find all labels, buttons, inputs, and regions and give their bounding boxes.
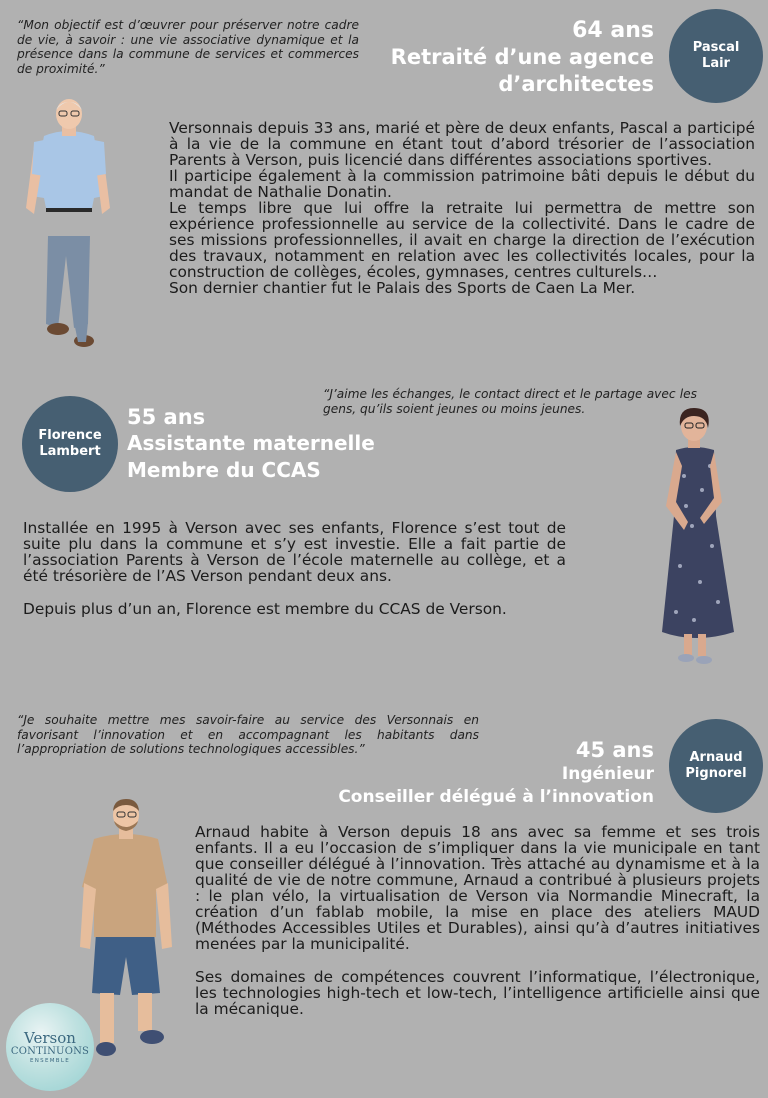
pascal-heading [391,18,654,98]
florence-bio [23,520,566,617]
pascal-photo [22,96,118,358]
pascal-age: 64 ans [572,18,654,43]
florence-role-line2: Membre du CCAS [127,458,321,482]
pascal-role-line2: d’architectes [498,72,654,96]
logo-line3: ENSEMBLE [29,1057,70,1064]
florence-first-name: Florence [38,428,102,444]
arnaud-role-line2: Conseiller délégué à l’innovation [338,787,654,807]
arnaud-bio [195,824,760,1017]
florence-role-line1: Assistante maternelle [127,431,375,455]
pascal-bio-paragraph: Il participe également à la commission patrimoine bâti depuis le début du mandat de Nathalie Donatin. [169,167,755,201]
pascal-quote: “Mon objectif est d’œuvrer pour préserver notre cadre de vie, à savoir : une vie associative dynamique et la présence dans la commune de services et commerces de proximité.” [17,18,359,76]
arnaud-first-name: Arnaud [689,750,743,766]
pascal-bio [169,120,755,296]
verson-continuons-ensemble-logo [6,1003,94,1091]
florence-heading [127,404,375,484]
arnaud-heading [338,737,654,809]
arnaud-bio-paragraph: Ses domaines de compétences couvrent l’informatique, l’électronique, les technologies high-tech et low-tech, l’intelligence artificielle ainsi que la mécanique. [195,968,760,1018]
florence-photo [654,406,738,670]
arnaud-age: 45 ans [575,738,654,762]
arnaud-quote: “Je souhaite mettre mes savoir-faire au service des Versonnais en favorisant l’innovation et en accompagnant les habitants dans l’appropriation de solutions technologiques accessibles.” [17,713,479,756]
pascal-last-name: Lair [702,56,730,71]
pascal-bio-paragraph: Le temps libre que lui offre la retraite lui permettra de mettre son expérience professionnelle au service de la collectivité. Dans le cadre de ses missions professionnelles, il avait en charge la direction de l’exécution des travaux, notamment en relation avec les collectivités locales, pour la construction de collèges, écoles, gymnases, centres culturels… [169,199,755,281]
florence-bio-paragraph: Installée en 1995 à Verson avec ses enfants, Florence s’est tout de suite plu dans la commune et s’y est investie. Elle a fait partie de l’association Parents à Verson de l’école maternelle au collège, et a été trésorière de l’AS Verson pendant deux ans. [23,519,566,585]
pascal-role-line1: Retraité d’une agence [390,45,654,69]
pascal-first-name: Pascal [692,40,740,56]
florence-bio-paragraph: Depuis plus d’un an, Florence est membre du CCAS de Verson. [23,600,507,618]
pascal-bio-paragraph: Versonnais depuis 33 ans, marié et père de deux enfants, Pascal a participé à la vie de la commune en étant tout d’abord trésorier de l’association Parents à Verson, puis licencié dans différentes associations sportives. [169,119,755,169]
pascal-bio-paragraph: Son dernier chantier fut le Palais des Sports de Caen La Mer. [169,279,636,297]
pascal-name-badge [669,9,763,103]
logo-line2: CONTINUONS [10,1045,90,1057]
arnaud-bio-paragraph: Arnaud habite à Verson depuis 18 ans avec sa femme et ses trois enfants. Il a eu l’occasion de s’impliquer dans la vie municipale en tant que conseiller délégué à l’innovation. Très attaché au dynamisme et à la qualité de vie de notre commune, Arnaud a contribué à plusieurs projets : le plan vélo, la virtualisation de Verson via Normandie Minecraft, la création d’un fablab mobile, la mise en place des ateliers MAUD (Méthodes Accessibles Utiles et Durables), ainsi qu’à d’autres initiatives menées par la municipalité. [195,823,760,953]
arnaud-name-badge [669,719,763,813]
florence-last-name: Lambert [39,444,101,459]
arnaud-role-line1: Ingénieur [561,764,654,784]
arnaud-last-name: Pignorel [685,766,747,781]
logo-line1: Verson [24,1028,76,1047]
arnaud-photo [74,797,178,1067]
florence-age: 55 ans [127,405,206,429]
florence-quote: “J’aime les échanges, le contact direct et le partage avec les gens, qu’ils soient jeunes ou moins jeunes. [323,387,697,416]
florence-name-badge [22,396,118,492]
